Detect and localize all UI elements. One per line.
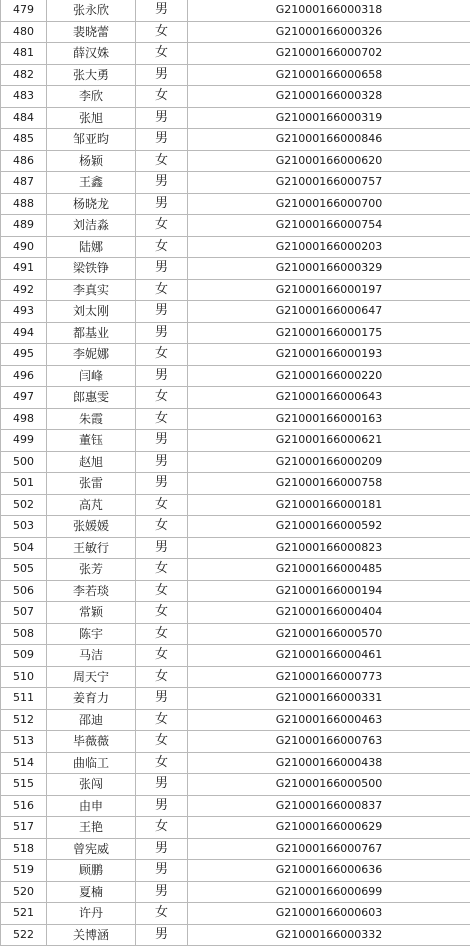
table-row	[1, 645, 470, 667]
gender-cell: 女	[136, 408, 188, 430]
name-cell: 陈宇	[47, 623, 136, 645]
table-row	[1, 709, 470, 731]
table-row	[1, 43, 470, 65]
gender-cell: 女	[136, 903, 188, 925]
row-number-cell: 506	[1, 580, 47, 602]
row-number-cell: 484	[1, 107, 47, 129]
name-cell: 张永欣	[47, 0, 136, 21]
row-number-cell: 505	[1, 559, 47, 581]
gender-cell: 女	[136, 516, 188, 538]
row-number-cell: 490	[1, 236, 47, 258]
gender-cell: 男	[136, 795, 188, 817]
registration-number-cell: G21000166000319	[188, 107, 470, 129]
table-row	[1, 795, 470, 817]
gender-cell: 女	[136, 344, 188, 366]
row-number-cell: 492	[1, 279, 47, 301]
registration-number-cell: G21000166000621	[188, 430, 470, 452]
gender-cell: 男	[136, 860, 188, 882]
table-row	[1, 623, 470, 645]
registration-number-cell: G21000166000757	[188, 172, 470, 194]
registration-number-cell: G21000166000163	[188, 408, 470, 430]
gender-cell: 女	[136, 43, 188, 65]
table-row	[1, 817, 470, 839]
row-number-cell: 502	[1, 494, 47, 516]
gender-cell: 男	[136, 473, 188, 495]
registration-number-cell: G21000166000500	[188, 774, 470, 796]
table-row	[1, 731, 470, 753]
row-number-cell: 516	[1, 795, 47, 817]
registration-number-cell: G21000166000837	[188, 795, 470, 817]
gender-cell: 男	[136, 322, 188, 344]
registration-number-cell: G21000166000329	[188, 258, 470, 280]
name-cell: 常颖	[47, 602, 136, 624]
gender-cell: 女	[136, 580, 188, 602]
row-number-cell: 521	[1, 903, 47, 925]
registration-number-cell: G21000166000203	[188, 236, 470, 258]
registration-number-cell: G21000166000193	[188, 344, 470, 366]
gender-cell: 男	[136, 537, 188, 559]
row-number-cell: 517	[1, 817, 47, 839]
registration-number-cell: G21000166000823	[188, 537, 470, 559]
table-row	[1, 344, 470, 366]
row-number-cell: 493	[1, 301, 47, 323]
registration-number-cell: G21000166000754	[188, 215, 470, 237]
row-number-cell: 496	[1, 365, 47, 387]
row-number-cell: 481	[1, 43, 47, 65]
name-cell: 刘洁淼	[47, 215, 136, 237]
row-number-cell: 491	[1, 258, 47, 280]
name-cell: 周天宁	[47, 666, 136, 688]
name-cell: 王敏行	[47, 537, 136, 559]
name-cell: 夏楠	[47, 881, 136, 903]
name-cell: 邵迪	[47, 709, 136, 731]
name-cell: 赵旭	[47, 451, 136, 473]
name-cell: 陆娜	[47, 236, 136, 258]
table-row	[1, 150, 470, 172]
gender-cell: 女	[136, 150, 188, 172]
gender-cell: 女	[136, 279, 188, 301]
table-row	[1, 602, 470, 624]
gender-cell: 男	[136, 107, 188, 129]
gender-cell: 男	[136, 0, 188, 21]
table-row	[1, 666, 470, 688]
gender-cell: 女	[136, 645, 188, 667]
table-row	[1, 365, 470, 387]
table-row	[1, 580, 470, 602]
name-cell: 李真实	[47, 279, 136, 301]
gender-cell: 女	[136, 494, 188, 516]
row-number-cell: 483	[1, 86, 47, 108]
registration-number-cell: G21000166000763	[188, 731, 470, 753]
row-number-cell: 501	[1, 473, 47, 495]
registration-number-cell: G21000166000318	[188, 0, 470, 21]
gender-cell: 男	[136, 430, 188, 452]
name-cell: 曾宪威	[47, 838, 136, 860]
gender-cell: 男	[136, 129, 188, 151]
registration-number-cell: G21000166000175	[188, 322, 470, 344]
registration-number-cell: G21000166000767	[188, 838, 470, 860]
registration-number-cell: G21000166000700	[188, 193, 470, 215]
table-row	[1, 322, 470, 344]
row-number-cell: 503	[1, 516, 47, 538]
table-row	[1, 86, 470, 108]
name-cell: 李妮娜	[47, 344, 136, 366]
registration-number-cell: G21000166000647	[188, 301, 470, 323]
name-cell: 邹亚昀	[47, 129, 136, 151]
row-number-cell: 482	[1, 64, 47, 86]
name-cell: 李若琰	[47, 580, 136, 602]
name-cell: 刘太刚	[47, 301, 136, 323]
row-number-cell: 513	[1, 731, 47, 753]
gender-cell: 女	[136, 215, 188, 237]
table-row	[1, 838, 470, 860]
registration-number-cell: G21000166000592	[188, 516, 470, 538]
gender-cell: 男	[136, 924, 188, 946]
row-number-cell: 497	[1, 387, 47, 409]
row-number-cell: 498	[1, 408, 47, 430]
table-row	[1, 473, 470, 495]
name-cell: 王鑫	[47, 172, 136, 194]
gender-cell: 女	[136, 709, 188, 731]
row-number-cell: 514	[1, 752, 47, 774]
row-number-cell: 485	[1, 129, 47, 151]
name-cell: 张闯	[47, 774, 136, 796]
name-cell: 张大勇	[47, 64, 136, 86]
registration-number-cell: G21000166000404	[188, 602, 470, 624]
name-cell: 朱霞	[47, 408, 136, 430]
row-number-cell: 499	[1, 430, 47, 452]
registration-number-cell: G21000166000643	[188, 387, 470, 409]
table-row	[1, 537, 470, 559]
row-number-cell: 522	[1, 924, 47, 946]
row-number-cell: 518	[1, 838, 47, 860]
table-row	[1, 193, 470, 215]
gender-cell: 女	[136, 236, 188, 258]
name-cell: 董钰	[47, 430, 136, 452]
name-cell: 毕薇薇	[47, 731, 136, 753]
name-cell: 高芃	[47, 494, 136, 516]
row-number-cell: 488	[1, 193, 47, 215]
registration-number-cell: G21000166000328	[188, 86, 470, 108]
gender-cell: 女	[136, 387, 188, 409]
registration-number-cell: G21000166000209	[188, 451, 470, 473]
name-cell: 张雷	[47, 473, 136, 495]
row-number-cell: 509	[1, 645, 47, 667]
gender-cell: 男	[136, 193, 188, 215]
table-row	[1, 494, 470, 516]
gender-cell: 女	[136, 666, 188, 688]
registration-number-cell: G21000166000699	[188, 881, 470, 903]
table-row	[1, 752, 470, 774]
table-row	[1, 301, 470, 323]
name-cell: 顾鹏	[47, 860, 136, 882]
gender-cell: 男	[136, 451, 188, 473]
table-row	[1, 21, 470, 43]
registration-number-cell: G21000166000758	[188, 473, 470, 495]
gender-cell: 男	[136, 172, 188, 194]
name-cell: 姜育力	[47, 688, 136, 710]
name-cell: 郎惠雯	[47, 387, 136, 409]
name-cell: 梁铁铮	[47, 258, 136, 280]
registration-number-cell: G21000166000570	[188, 623, 470, 645]
gender-cell: 女	[136, 817, 188, 839]
registration-number-cell: G21000166000438	[188, 752, 470, 774]
table-row	[1, 236, 470, 258]
gender-cell: 女	[136, 21, 188, 43]
name-cell: 王艳	[47, 817, 136, 839]
name-cell: 李欣	[47, 86, 136, 108]
table-row	[1, 430, 470, 452]
registration-number-cell: G21000166000620	[188, 150, 470, 172]
gender-cell: 女	[136, 623, 188, 645]
registration-number-cell: G21000166000629	[188, 817, 470, 839]
row-number-cell: 500	[1, 451, 47, 473]
registration-number-cell: G21000166000181	[188, 494, 470, 516]
gender-cell: 男	[136, 688, 188, 710]
table-row	[1, 451, 470, 473]
registration-number-cell: G21000166000463	[188, 709, 470, 731]
row-number-cell: 479	[1, 0, 47, 21]
gender-cell: 女	[136, 602, 188, 624]
row-number-cell: 504	[1, 537, 47, 559]
registration-number-cell: G21000166000846	[188, 129, 470, 151]
registration-number-cell: G21000166000331	[188, 688, 470, 710]
table-row	[1, 387, 470, 409]
registration-number-cell: G21000166000461	[188, 645, 470, 667]
registration-number-cell: G21000166000197	[188, 279, 470, 301]
name-cell: 薛汉姝	[47, 43, 136, 65]
registration-number-cell: G21000166000636	[188, 860, 470, 882]
gender-cell: 女	[136, 86, 188, 108]
table-row	[1, 172, 470, 194]
registration-number-cell: G21000166000194	[188, 580, 470, 602]
table-row	[1, 774, 470, 796]
registration-number-cell: G21000166000702	[188, 43, 470, 65]
gender-cell: 男	[136, 365, 188, 387]
table-row	[1, 516, 470, 538]
row-number-cell: 508	[1, 623, 47, 645]
gender-cell: 男	[136, 258, 188, 280]
gender-cell: 男	[136, 838, 188, 860]
registration-number-cell: G21000166000485	[188, 559, 470, 581]
row-number-cell: 486	[1, 150, 47, 172]
name-cell: 关博涵	[47, 924, 136, 946]
row-number-cell: 507	[1, 602, 47, 624]
gender-cell: 女	[136, 752, 188, 774]
registration-number-cell: G21000166000326	[188, 21, 470, 43]
name-cell: 杨晓龙	[47, 193, 136, 215]
name-cell: 张芳	[47, 559, 136, 581]
row-number-cell: 520	[1, 881, 47, 903]
name-cell: 马洁	[47, 645, 136, 667]
table-row	[1, 559, 470, 581]
table-row	[1, 881, 470, 903]
gender-cell: 女	[136, 731, 188, 753]
name-cell: 许丹	[47, 903, 136, 925]
registration-number-cell: G21000166000658	[188, 64, 470, 86]
table-row	[1, 279, 470, 301]
gender-cell: 男	[136, 64, 188, 86]
table-row	[1, 258, 470, 280]
registration-number-cell: G21000166000773	[188, 666, 470, 688]
name-cell: 杨颖	[47, 150, 136, 172]
row-number-cell: 489	[1, 215, 47, 237]
table-row	[1, 688, 470, 710]
table-row	[1, 860, 470, 882]
registration-number-cell: G21000166000603	[188, 903, 470, 925]
row-number-cell: 480	[1, 21, 47, 43]
name-cell: 裴晓蕾	[47, 21, 136, 43]
name-cell: 都基业	[47, 322, 136, 344]
name-cell: 由申	[47, 795, 136, 817]
row-number-cell: 487	[1, 172, 47, 194]
name-cell: 闫峰	[47, 365, 136, 387]
gender-cell: 男	[136, 301, 188, 323]
roster-table-body	[1, 0, 470, 946]
row-number-cell: 512	[1, 709, 47, 731]
table-row	[1, 215, 470, 237]
gender-cell: 男	[136, 881, 188, 903]
row-number-cell: 515	[1, 774, 47, 796]
table-row	[1, 107, 470, 129]
table-row	[1, 903, 470, 925]
row-number-cell: 494	[1, 322, 47, 344]
table-row	[1, 924, 470, 946]
name-cell: 张旭	[47, 107, 136, 129]
registration-number-cell: G21000166000220	[188, 365, 470, 387]
gender-cell: 女	[136, 559, 188, 581]
row-number-cell: 511	[1, 688, 47, 710]
table-row	[1, 0, 470, 21]
name-cell: 张媛媛	[47, 516, 136, 538]
table-row	[1, 129, 470, 151]
gender-cell: 男	[136, 774, 188, 796]
registration-number-cell: G21000166000332	[188, 924, 470, 946]
row-number-cell: 519	[1, 860, 47, 882]
table-row	[1, 64, 470, 86]
table-row	[1, 408, 470, 430]
name-cell: 曲临工	[47, 752, 136, 774]
row-number-cell: 510	[1, 666, 47, 688]
row-number-cell: 495	[1, 344, 47, 366]
